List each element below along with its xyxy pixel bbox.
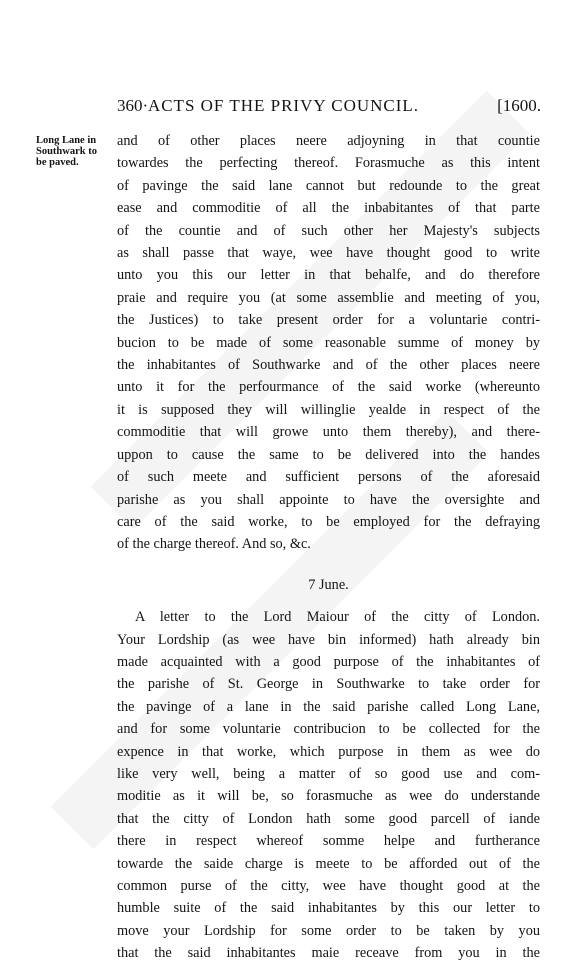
text-line: the inhabitantes of Southwarke and of the other places neere [117, 357, 540, 374]
text-line: moditie as it will be, so forasmuche as wee do understande [117, 788, 540, 805]
text-line: it is supposed they will willinglie yealde in respect of the [117, 401, 540, 418]
text-line: A letter to the Lord Maiour of the citty of London. [135, 609, 540, 626]
running-title: ACTS OF THE PRIVY COUNCIL. [147, 96, 420, 115]
marginal-note-line: be paved. [36, 157, 79, 168]
text-line: unto it for the perfourmance of the said worke (whereunto [117, 379, 540, 396]
page-number: 360· [117, 96, 149, 115]
text-line: as shall passe that waye, wee have thought good to write [117, 245, 540, 262]
text-line: unto you this our letter in that behalfe, and do therefore [117, 267, 540, 284]
text-line: the Justices) to take present order for a voluntarie contri- [117, 312, 540, 329]
text-line: parishe as you shall appointe to have the oversighte and [117, 491, 540, 508]
text-line: towarde the saide charge is meete to be afforded out of the [117, 855, 540, 872]
text-line: and of other places neere adjoyning in that countie [117, 133, 540, 149]
text-line: that the citty of London hath some good parcell of iande [117, 810, 540, 827]
marginal-note [36, 135, 116, 168]
text-line: and for some voluntarie contribucion to be collected for the [117, 721, 540, 738]
text-line: move your Lordship for some order to be taken by you [117, 922, 540, 939]
text-line: of pavinge the said lane cannot but redounde to the great [117, 177, 540, 194]
text-line: praie and require you (at some assemblie and meeting of you, [117, 289, 540, 306]
text-line: of such meete and sufficient persons of the aforesaid [117, 469, 540, 486]
marginal-note-line: Southwark to [36, 146, 97, 157]
text-line: care of the said worke, to be employed for the defraying [117, 513, 540, 530]
text-line: Your Lordship (as wee have bin informed) hath already bin [117, 631, 540, 648]
text-line: of the countie and of such other her Majesty's subjects [117, 222, 540, 239]
body-text [117, 130, 540, 965]
text-line: there in respect whereof somme helpe and furtherance [117, 833, 540, 850]
page-header [0, 96, 567, 118]
text-line: common purse of the citty, wee have thought good at the [117, 878, 540, 894]
text-line: made acquainted with a good purpose of the inhabitantes of [117, 653, 540, 670]
text-line: uppon to cause the same to be delivered into the handes [117, 446, 540, 463]
text-line: expence in that worke, which purpose in them as wee do [117, 743, 540, 760]
text-line: humble suite of the said inhabitantes by this our letter to [117, 900, 540, 917]
date-heading: 7 June. [308, 576, 349, 593]
text-line: towardes the perfecting thereof. Forasmuche as this intent [117, 155, 540, 172]
text-line: the pavinge of a lane in the said parishe called Long Lane, [117, 698, 540, 715]
marginal-note-line: Long Lane in [36, 135, 97, 146]
text-line: of the charge thereof. And so, &c. [117, 536, 311, 553]
text-line: that the said inhabitantes maie receave from you in the [117, 945, 540, 962]
header-year: [1600. [497, 96, 541, 115]
text-line: bucion to be made of some reasonable summe of money by [117, 334, 540, 351]
text-line: like very well, being a matter of so good use and com- [117, 765, 540, 782]
paragraph-1 [117, 130, 540, 556]
paragraph-2 [117, 606, 540, 965]
text-line: ease and commoditie of all the inbabitantes of that parte [117, 200, 540, 217]
text-line: commoditie that will growe unto them thereby), and there- [117, 424, 540, 441]
text-line: the parishe of St. George in Southwarke to take order for [117, 676, 540, 693]
